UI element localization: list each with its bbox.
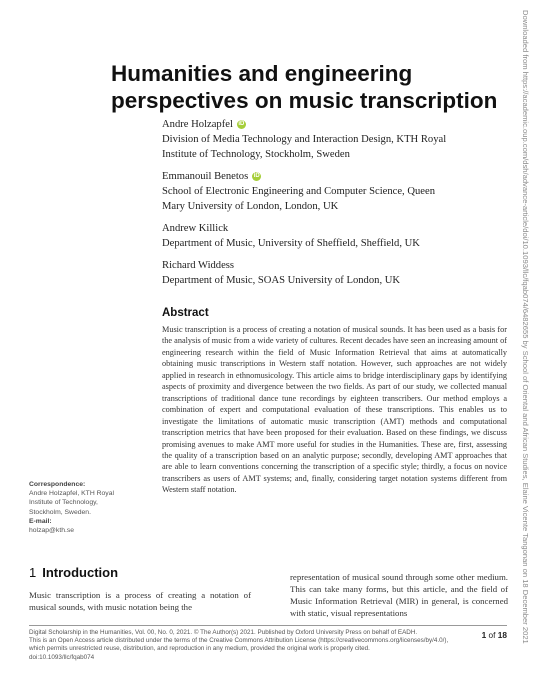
correspondence-line: Stockholm, Sweden. bbox=[29, 508, 91, 516]
author-block bbox=[162, 258, 507, 288]
author-list bbox=[162, 117, 507, 295]
section-title: Introduction bbox=[42, 565, 119, 580]
author-affiliation-line: School of Electronic Engineering and Computer Science, Queen bbox=[162, 186, 435, 197]
footer-doi[interactable]: doi:10.1093/llc/fqab074 bbox=[29, 653, 95, 661]
author-block bbox=[162, 117, 507, 162]
section-heading-introduction bbox=[29, 565, 118, 580]
author-affiliation-line: Department of Music, University of Sheffield, Sheffield, UK bbox=[162, 238, 420, 249]
page-number bbox=[482, 630, 507, 640]
author-name: Andre Holzapfel bbox=[162, 119, 233, 130]
orcid-icon[interactable]: iD bbox=[253, 173, 260, 179]
footer-citation: Digital Scholarship in the Humanities, Vol. 00, No. 0, 2021. © The Author(s) 2021. Published by Oxford University Press on behalf of EADH. bbox=[29, 629, 418, 636]
author-affiliation-line: Institute of Technology, Stockholm, Sweden bbox=[162, 149, 350, 160]
author-block bbox=[162, 169, 507, 214]
author-name: Emmanouil Benetos bbox=[162, 171, 249, 182]
body-text-left-column: Music transcription is a process of creating a notation of musical sounds, with music notation being the bbox=[29, 590, 251, 612]
title-line-2: perspectives on music transcription bbox=[111, 88, 498, 113]
correspondence-label: Correspondence: bbox=[29, 481, 86, 488]
author-affiliation-line: Department of Music, SOAS University of London, UK bbox=[162, 275, 401, 286]
download-watermark: Downloaded from https://academic.oup.com/dsh/advance-article/doi/10.1093/llc/fqab074/6482655 by School of Oriental and African Studies, Elaine Vicente Tangonan on 18 December 2021 bbox=[521, 10, 530, 644]
correspondence-box bbox=[29, 480, 149, 535]
author-affiliation-line: Division of Media Technology and Interaction Design, KTH Royal bbox=[162, 134, 447, 145]
author-name: Andrew Killick bbox=[162, 223, 229, 234]
footer bbox=[29, 629, 449, 662]
orcid-icon[interactable]: iD bbox=[238, 121, 245, 127]
paper-title bbox=[111, 60, 511, 114]
page-total: 18 bbox=[497, 630, 507, 640]
abstract-heading: Abstract bbox=[162, 307, 209, 319]
abstract-body: Music transcription is a process of creating a notation of musical sounds. It has been used as a basis for the analysis of music from a wide variety of cultures. Recent decades have seen an increasing amount of engineering research within the field of Music Information Retrieval that aims at automatically obtaining music transcriptions in Western staff notation. However, such approaches are not widely applied in research in ethnomusicology. This article aims to bridge interdisciplinary gaps by identifying aspects of proximity and divergence between the two fields. As part of our study, we collected manual transcriptions of traditional dance tune recordings by eighteen transcribers. Our method employs a combination of expert and computational evaluation of these transcriptions. This enables us to investigate the limitations of automatic music transcription (AMT) methods and computational transcription metrics that have been proposed for their evaluation. Based on these findings, we discuss promising avenues to make AMT more useful for studies in the Humanities. These are, first, assessing the quality of a transcription based on an analytic purpose; secondly, developing AMT approaches that are able to learn conventions concerning the transcription of a specific style; thirdly, a focus on novice transcribers as users of AMT systems; and, finally, considering target notation systems different from Western staff notation. bbox=[162, 325, 507, 495]
correspondence-line: Andre Holzapfel, KTH Royal bbox=[29, 490, 114, 498]
correspondence-line: Institute of Technology, bbox=[29, 499, 98, 507]
author-affiliation-line: Mary University of London, London, UK bbox=[162, 201, 339, 212]
email-label: E-mail: bbox=[29, 517, 52, 525]
email-link[interactable]: holzap@kth.se bbox=[29, 527, 75, 535]
section-number: 1 bbox=[29, 565, 37, 580]
author-name: Richard Widdess bbox=[162, 260, 235, 271]
page-of: of bbox=[488, 630, 496, 640]
footer-license: This is an Open Access article distributed under the terms of the Creative Commons Attribution License (https://creativecommons.org/licenses/by/4.0/), which permits unrestricted reuse, distribution, and reproduction in any medium, provided the original work is properly cited. bbox=[29, 637, 449, 653]
author-block bbox=[162, 221, 507, 251]
footer-divider bbox=[29, 625, 507, 626]
title-line-1: Humanities and engineering bbox=[111, 61, 413, 86]
body-text-right-column: representation of musical sound through some other medium. This can take many forms, but this article, and the field of Music Information Retrieval (MIR) in general, is concerned with static, visual representations bbox=[290, 572, 508, 618]
page-current: 1 bbox=[481, 630, 487, 640]
